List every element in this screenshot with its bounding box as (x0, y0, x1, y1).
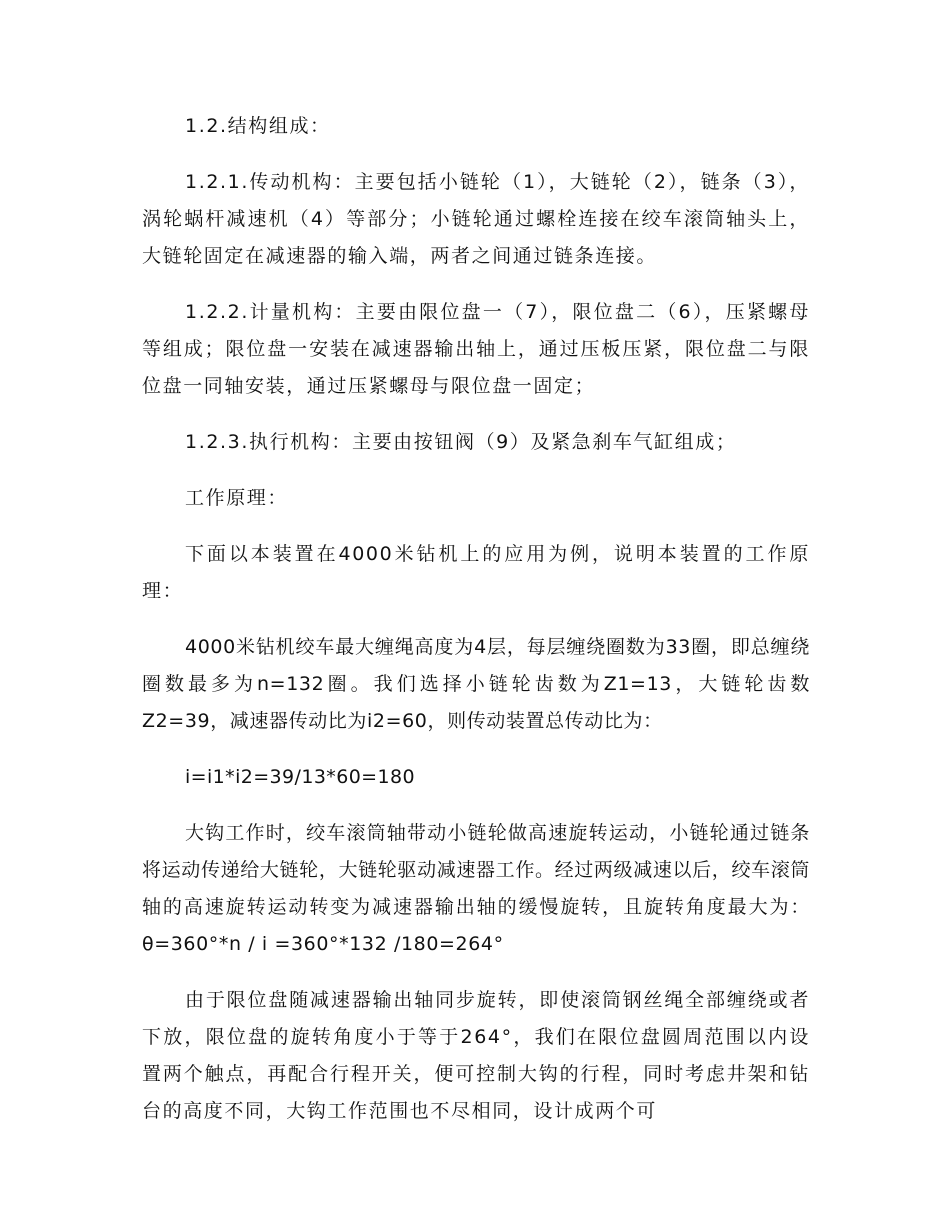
paragraph-limit-disc: 由于限位盘随减速器输出轴同步旋转，即使滚筒钢丝绳全部缠绕或者下放，限位盘的旋转角度小于等于264°，我们在限位盘圆周范围以内设置两个触点，再配合行程开关，便可控制大钩的行程，同时考虑井架和钻台的高度不同，大钩工作范围也不尽相同，设计成两个可 (142, 989, 810, 1122)
paragraph-metering-mechanism: 1.2.2.计量机构：主要由限位盘一（7），限位盘二（6），压紧螺母等组成；限位盘一安装在减速器输出轴上，通过压板压紧，限位盘二与限位盘一同轴安装，通过压紧螺母与限位盘一固定； (142, 301, 810, 397)
section-heading-working-principle: 工作原理： (185, 487, 289, 509)
document-body (142, 108, 810, 1149)
paragraph-transmission-ratio: 4000米钻机绞车最大缠绳高度为4层，每层缠绕圈数为33圈，即总缠绕圈数最多为n=132圈。我们选择小链轮齿数为Z1=13，大链轮齿数Z2=39，减速器传动比为i2=60，则传动装置总传动比为： (142, 636, 810, 732)
paragraph-transmission-mechanism: 1.2.1.传动机构：主要包括小链轮（1），大链轮（2），链条（3），涡轮蜗杆减速机（4）等部分；小链轮通过螺栓连接在绞车滚筒轴头上，大链轮固定在减速器的输入端，两者之间通过链条连接。 (142, 171, 810, 267)
paragraph-application-intro: 下面以本装置在4000米钻机上的应用为例，说明本装置的工作原理： (142, 543, 810, 602)
paragraph-hook-operation: 大钩工作时，绞车滚筒轴带动小链轮做高速旋转运动，小链轮通过链条将运动传递给大链轮，大链轮驱动减速器工作。经过两级减速以后，绞车滚筒轴的高速旋转运动转变为减速器输出轴的缓慢旋转，且旋转角度最大为：θ=360°*n / i =360°*132 /180=264° (142, 822, 810, 955)
formula-total-ratio: i=i1*i2=39/13*60=180 (185, 766, 415, 788)
paragraph-actuating-mechanism: 1.2.3.执行机构：主要由按钮阀（9）及紧急刹车气缸组成； (185, 431, 737, 453)
section-heading-structure: 1.2.结构组成： (185, 115, 331, 137)
